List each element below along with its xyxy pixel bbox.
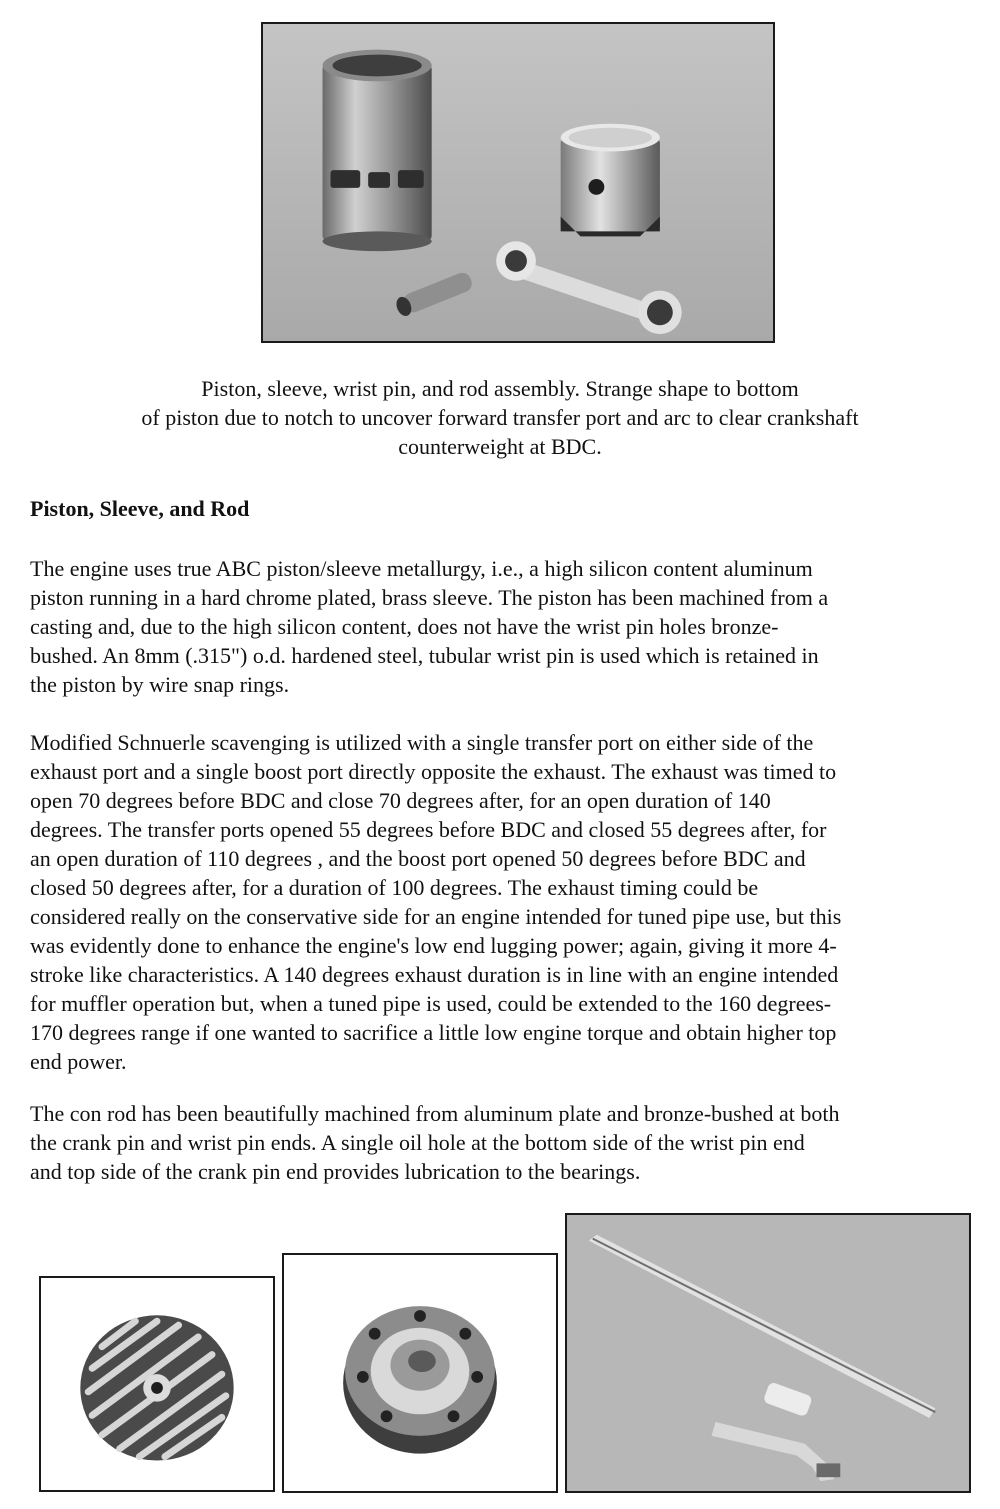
text-line: end power. [30, 1049, 127, 1074]
piston-shape [561, 124, 660, 237]
section-heading: Piston, Sleeve, and Rod [30, 496, 250, 521]
text-line: and top side of the crank pin end provides lubrication to the bearings. [30, 1159, 641, 1184]
text-line: stroke like characteristics. A 140 degrees exhaust duration is in line with an engine intended [30, 962, 839, 987]
caption-line: Piston, sleeve, wrist pin, and rod assembly. Strange shape to bottom [201, 376, 799, 401]
paragraph-metallurgy [30, 554, 985, 699]
text-line: 170 degrees range if one wanted to sacrifice a little low engine torque and obtain higher top [30, 1020, 837, 1045]
text-line: closed 50 degrees after, for a duration of 100 degrees. The exhaust timing could be [30, 875, 759, 900]
text-line: degrees. The transfer ports opened 55 degrees before BDC and closed 55 degrees after, for [30, 817, 827, 842]
text-line: Modified Schnuerle scavenging is utilized with a single transfer port on either side of the [30, 730, 814, 755]
text-line: considered really on the conservative side for an engine intended for tuned pipe use, but this [30, 904, 842, 929]
text-line: was evidently done to enhance the engine's low end lugging power; again, giving it more 4- [30, 933, 837, 958]
cylinder-head-underside-photo [282, 1253, 558, 1493]
needle-valve-parts-photo [565, 1213, 971, 1493]
text-line: The engine uses true ABC piston/sleeve metallurgy, i.e., a high silicon content aluminum [30, 556, 813, 581]
caption-line: of piston due to notch to uncover forward transfer port and arc to clear crankshaft [141, 405, 859, 430]
sleeve-shape [323, 50, 432, 251]
text-line: piston running in a hard chrome plated, brass sleeve. The piston has been machined from a [30, 585, 829, 610]
text-line: casting and, due to the high silicon content, does not have the wrist pin holes bronze- [30, 614, 779, 639]
text-line: for muffler operation but, when a tuned pipe is used, could be extended to the 160 degrees- [30, 991, 832, 1016]
photo-caption [30, 374, 970, 461]
caption-line: counterweight at BDC. [398, 434, 602, 459]
text-line: an open duration of 110 degrees , and the boost port opened 50 degrees before BDC and [30, 846, 806, 871]
text-line: the piston by wire snap rings. [30, 672, 290, 697]
text-line: The con rod has been beautifully machined from aluminum plate and bronze-bushed at both [30, 1101, 840, 1126]
paragraph-scavenging [30, 728, 985, 1076]
text-line: bushed. An 8mm (.315") o.d. hardened steel, tubular wrist pin is used which is retained in [30, 643, 819, 668]
text-line: open 70 degrees before BDC and close 70 degrees after, for an open duration of 140 [30, 788, 771, 813]
piston-sleeve-rod-photo [261, 22, 775, 343]
paragraph-con-rod [30, 1099, 985, 1186]
text-line: the crank pin and wrist pin ends. A single oil hole at the bottom side of the wrist pin end [30, 1130, 805, 1155]
text-line: exhaust port and a single boost port directly opposite the exhaust. The exhaust was timed to [30, 759, 837, 784]
cylinder-head-fins-photo [39, 1276, 275, 1492]
